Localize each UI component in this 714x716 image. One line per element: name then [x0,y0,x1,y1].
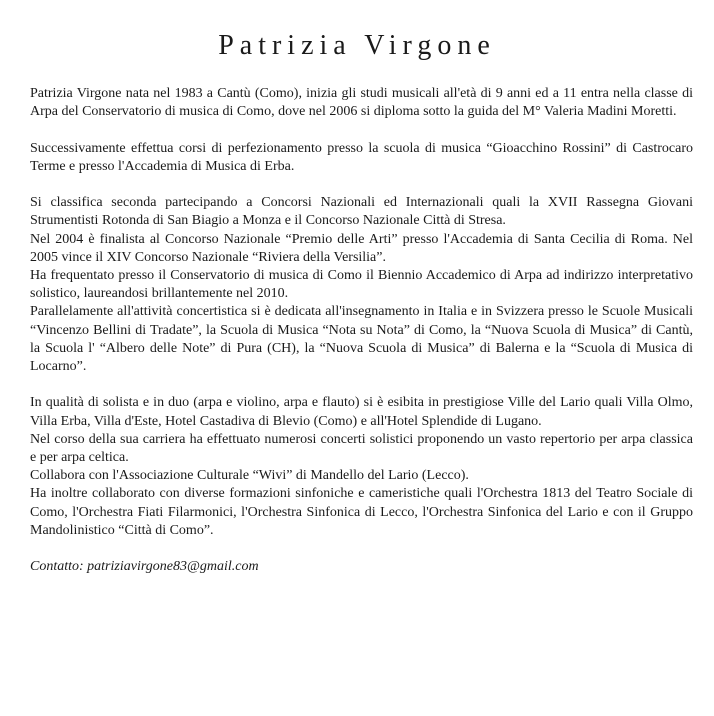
paragraph-gap [30,176,693,194]
paragraph-competitions: Si classifica seconda partecipando a Concorsi Nazionali ed Internazionali quali la XVII Rassegna Giovani Strumentisti Rotonda di San Biagio a Monza e il Concorso Nazionale Città di Stresa. [30,195,693,229]
paragraph-teaching: Parallelamente all'attività concertistica si è dedicata all'insegnamento in Italia e in Svizzera presso le Scuole Musicali “Vincenzo Bellini di Tradate”, la Scuola di Musica “Nota su Nota” di Como, la “Nuova Scuola di Musica” di Cantù, la Scuola l' “Albero delle Note” di Pura (CH), la “Nuova Scuola di Musica” di Balerna e la “Scuola di Musica di Locarno”. [30,304,693,375]
paragraph-repertoire: Nel corso della sua carriera ha effettuato numerosi concerti solistici proponendo un vasto repertorio per arpa classica e per arpa celtica. [30,431,693,466]
page-title: Patrizia Virgone [218,30,496,61]
paragraph-gap [30,540,693,558]
paragraph-advanced-courses: Successivamente effettua corsi di perfezionamento presso la scuola di musica “Gioacchino Rossini” di Castrocaro Terme e presso l'Accademia di Musica di Erba. [30,140,693,174]
paragraph-gap [30,121,693,139]
paragraph-awards: Nel 2004 è finalista al Concorso Nazionale “Premio delle Arti” presso l'Accademia di Santa Cecilia di Roma. Nel 2005 vince il XIV Concorso Nazionale “Riviera della Versilia”. [30,231,693,265]
biography-body [30,85,693,576]
paragraph-association: Collabora con l'Associazione Culturale “Wivi” di Mandello del Lario (Lecco). [30,468,469,484]
paragraph-performances: In qualità di solista e in duo (arpa e violino, arpa e flauto) si è esibita in prestigiose Ville del Lario quali Villa Olmo, Villa Erba, Villa d'Este, Hotel Castadiva di Blevio (Como) e all'Hotel Splendide di Lugano. [30,395,693,429]
paragraph-gap [30,376,693,394]
contact-line: Contatto: patriziavirgone83@gmail.com [30,559,259,575]
paragraph-education: Patrizia Virgone nata nel 1983 a Cantù (Como), inizia gli studi musicali all'età di 9 anni ed a 11 entra nella classe di Arpa del Conservatorio di musica di Como, dove nel 2006 si diploma sotto la guida del M° Valeria Madini Moretti. [30,86,693,120]
paragraph-orchestras: Ha inoltre collaborato con diverse formazioni sinfoniche e cameristiche quali l'Orchestra 1813 del Teatro Sociale di Como, l'Orchestra Fiati Filarmonici, l'Orchestra Sinfonica di Lecco, l'Orchestra Sinfonica del Lario e con il Gruppo Mandolinistico “Città di Como”. [30,486,693,538]
paragraph-biennium: Ha frequentato presso il Conservatorio di musica di Como il Biennio Accademico di Arpa ad indirizzo interpretativo solistico, laureandosi brillantemente nel 2010. [30,268,693,302]
